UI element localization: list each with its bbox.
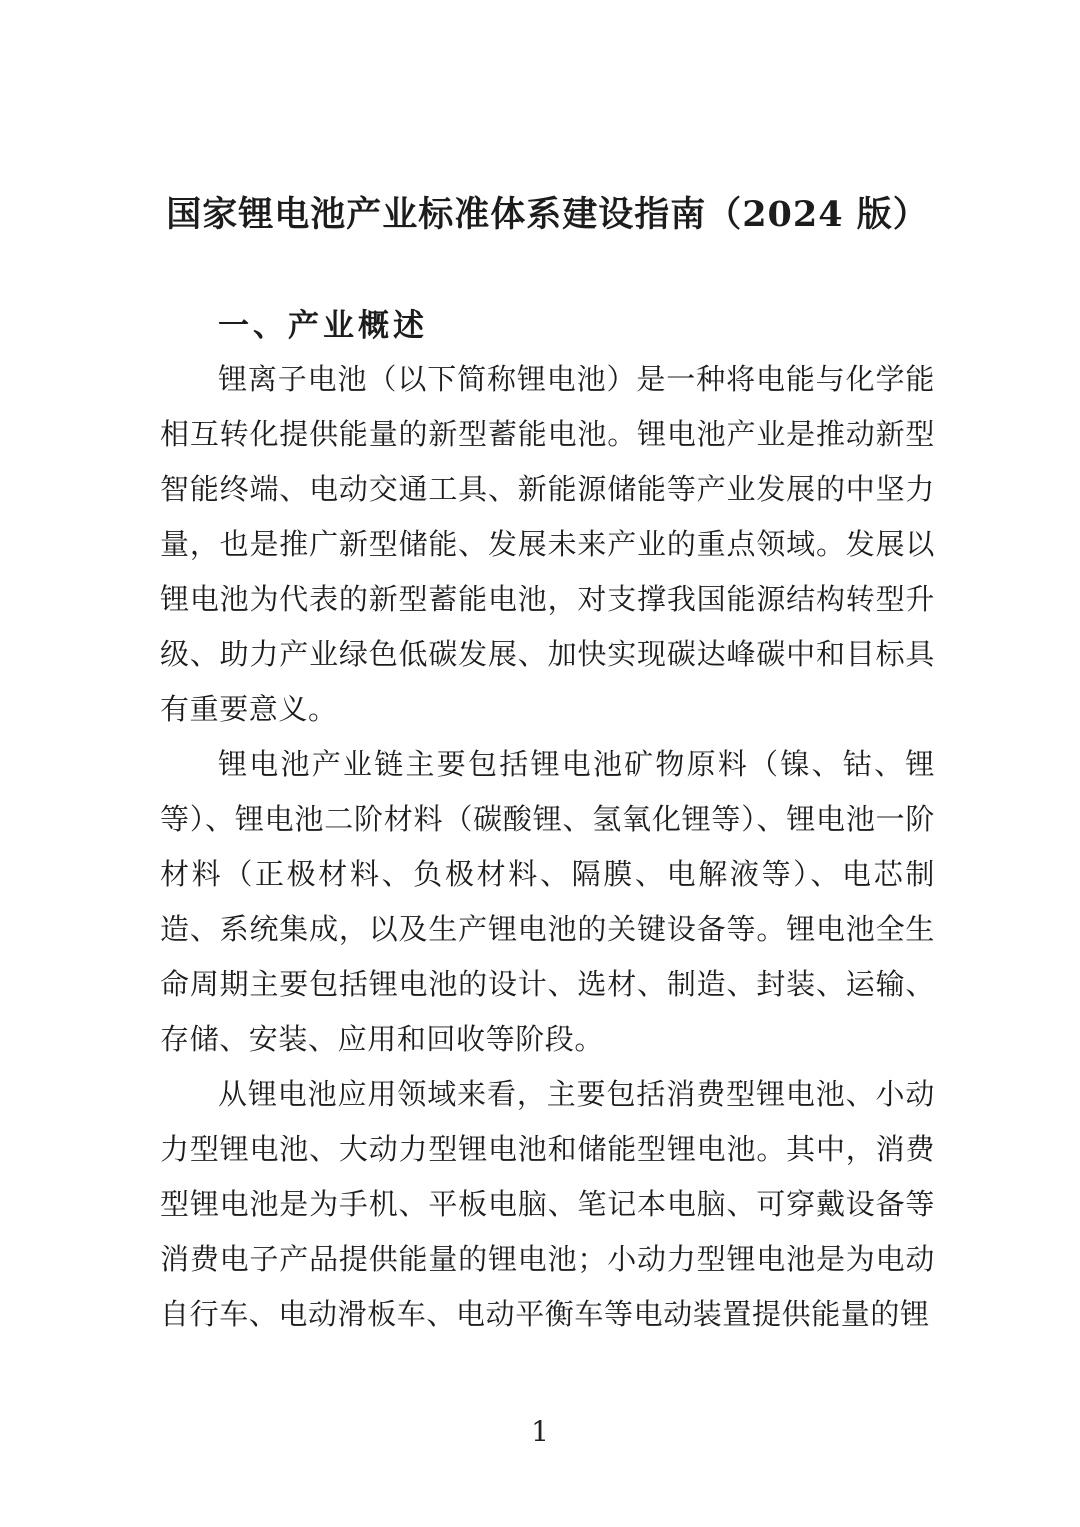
paragraph-industry-overview: 锂离子电池（以下简称锂电池）是一种将电能与化学能相互转化提供能量的新型蓄能电池。锂电池产业是推动新型智能终端、电动交通工具、新能源储能等产业发展的中坚力量，也是推广新型储能、发展未来产业的重点领域。发展以锂电池为代表的新型蓄能电池，对支撑我国能源结构转型升级、助力产业绿色低碳发展、加快实现碳达峰碳中和目标具有重要意义。 — [160, 362, 935, 726]
paragraph-application-fields: 从锂电池应用领域来看，主要包括消费型锂电池、小动力型锂电池、大动力型锂电池和储能型锂电池。其中，消费型锂电池是为手机、平板电脑、笔记本电脑、可穿戴设备等消费电子产品提供能量的锂电池；小动力型锂电池是为电动自行车、电动滑板车、电动平衡车等电动装置提供能量的锂 — [160, 1077, 935, 1331]
document-content — [160, 0, 935, 1342]
section-heading: 一、产业概述 — [218, 308, 428, 344]
page-number: 1 — [531, 1415, 549, 1448]
document-title: 国家锂电池产业标准体系建设指南（2024 版） — [166, 194, 929, 235]
paragraph-industry-chain: 锂电池产业链主要包括锂电池矿物原料（镍、钴、锂等）、锂电池二阶材料（碳酸锂、氢氧化锂等）、锂电池一阶材料（正极材料、负极材料、隔膜、电解液等）、电芯制造、系统集成，以及生产锂电池的关键设备等。锂电池全生命周期主要包括锂电池的设计、选材、制造、封装、运输、存储、安装、应用和回收等阶段。 — [160, 747, 935, 1056]
